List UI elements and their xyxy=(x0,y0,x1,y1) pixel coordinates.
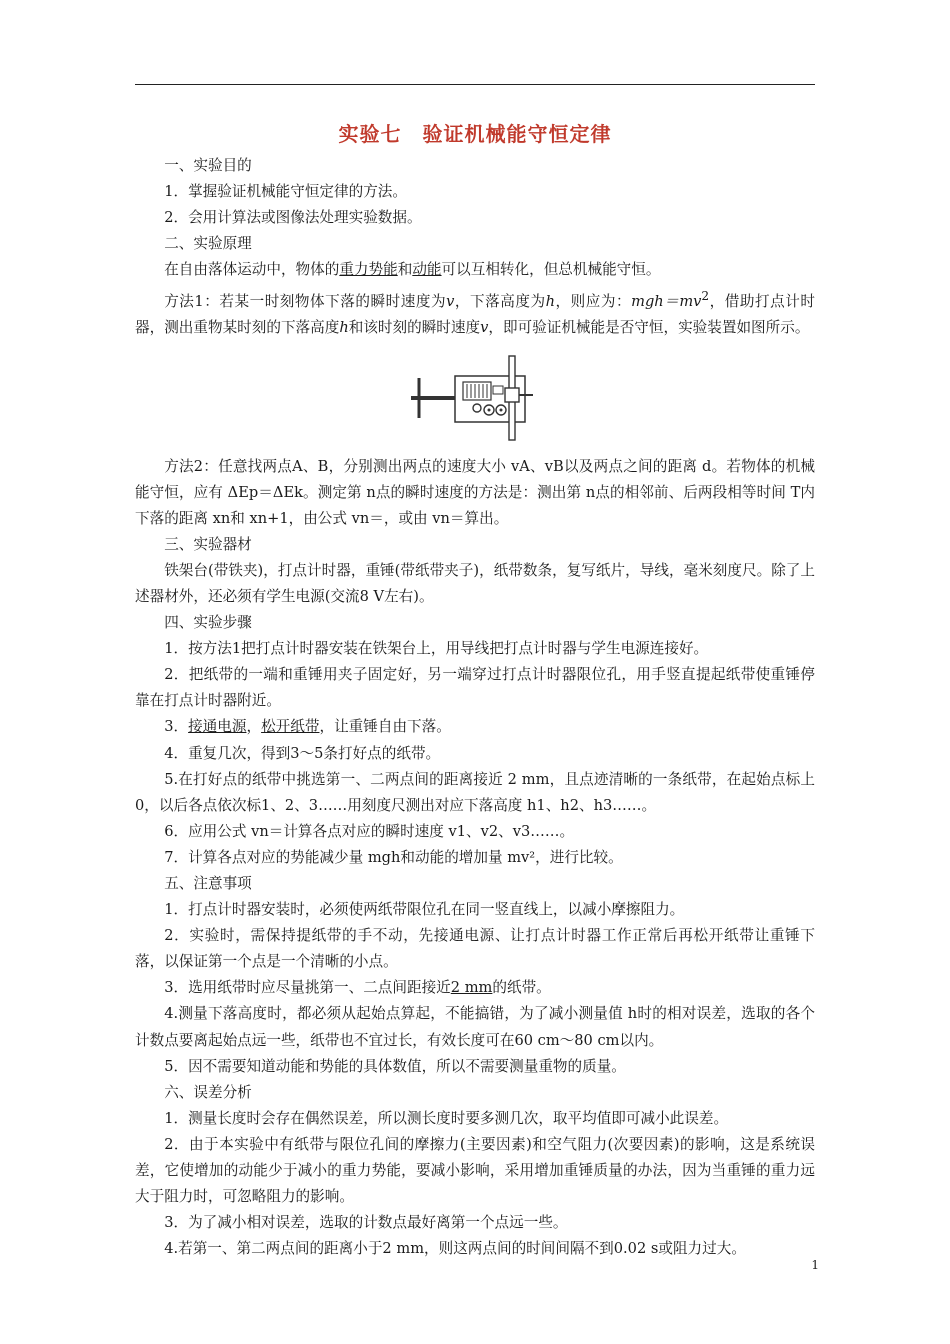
variable: v xyxy=(446,293,455,311)
apparatus-figure xyxy=(135,342,815,454)
section-heading-precautions: 五、注意事项 xyxy=(164,875,252,893)
text-run: 3．选用纸带时应尽量挑第一、二点间距接近 xyxy=(164,979,451,997)
text-run: ，即可验证机械能是否守恒，实验装置如图所示。 xyxy=(488,319,810,337)
header-rule xyxy=(135,84,815,85)
document-body xyxy=(135,118,815,1262)
underlined-term: 松开纸带 xyxy=(261,718,320,736)
purpose-item-1: 1．掌握验证机械能守恒定律的方法。 xyxy=(164,183,407,201)
error-item-4: 4.若第一、第二两点间的距离小于2 mm，则这两点间的时间间隔不到0.02 s或阻力过大。 xyxy=(164,1240,746,1258)
variable: h xyxy=(339,319,349,337)
text-run: 和该时刻的瞬时速度 xyxy=(348,319,481,337)
underlined-term: 接通电源 xyxy=(188,718,247,736)
page-title: 实验七 验证机械能守恒定律 xyxy=(338,122,612,146)
principle-paragraph xyxy=(135,257,815,283)
text-run: ，则应为： xyxy=(555,293,632,311)
text-run: 3． xyxy=(164,718,189,736)
section-heading-steps: 四、实验步骤 xyxy=(164,614,252,632)
variable: v xyxy=(480,319,489,337)
text-run: 方法1：若某一时刻物体下落的瞬时速度为 xyxy=(164,293,447,311)
method-1-paragraph xyxy=(135,283,815,341)
text-run: ，借助打点计时器，测出重物某时刻的下落高度 xyxy=(135,293,815,337)
text-run: ，下落高度为 xyxy=(454,293,546,311)
equipment-paragraph: 铁架台(带铁夹)，打点计时器，重锤(带纸带夹子)，纸带数条，复写纸片，导线，毫米刻度尺。除了上述器材外，还必须有学生电源(交流8 V左右)。 xyxy=(135,561,815,605)
step-7: 7．计算各点对应的势能减少量 mgh和动能的增加量 mv²，进行比较。 xyxy=(164,848,623,866)
step-1: 1．按方法1把打点计时器安装在铁架台上，用导线把打点计时器与学生电源连接好。 xyxy=(164,640,709,658)
text-run: 可以互相转化，但总机械能守恒。 xyxy=(441,261,661,279)
variable: h xyxy=(545,293,555,311)
section-heading-purpose: 一、实验目的 xyxy=(164,157,252,174)
underlined-term: 重力势能 xyxy=(339,261,398,279)
text-run: 在自由落体运动中，物体的 xyxy=(164,261,340,279)
precaution-1: 1．打点计时器安装时，必须使两纸带限位孔在同一竖直线上，以减小摩擦阻力。 xyxy=(164,901,685,919)
underlined-term: 动能 xyxy=(412,261,442,279)
step-5: 5.在打好点的纸带中挑选第一、二两点间的距离接近 2 mm，且点迹清晰的一条纸带，在起始点标上0，以后各点依次标1、2、3……用刻度尺测出对应下落高度 h1、h2、h3……。 xyxy=(135,770,815,814)
timer-apparatus-illustration xyxy=(405,350,545,446)
error-item-3: 3．为了减小相对误差，选取的计数点最好离第一个点远一些。 xyxy=(164,1214,568,1232)
precaution-2: 2．实验时，需保持提纸带的手不动，先接通电源、让打点计时器工作正常后再松开纸带让重锤下落，以保证第一个点是一个清晰的小点。 xyxy=(135,927,815,971)
step-3 xyxy=(135,714,815,740)
section-heading-equipment: 三、实验器材 xyxy=(164,535,252,553)
formula: mgh＝mv xyxy=(631,293,702,311)
method-2-paragraph: 方法2：任意找两点A、B，分别测出两点的速度大小 vA、vB以及两点之间的距离 d。若物体的机械能守恒，应有 ΔEp＝ΔEk。测定第 n点的瞬时速度的方法是：测出第 n点的相邻前、后两段相等时间 T内下落的距离 xn和 xn+1，由公式 vn＝，或由 vn＝算出。 xyxy=(135,457,815,527)
step-6: 6．应用公式 vn＝计算各点对应的瞬时速度 v1、v2、v3……。 xyxy=(164,822,575,840)
error-item-1: 1．测量长度时会存在偶然误差，所以测长度时要多测几次，取平均值即可减小此误差。 xyxy=(164,1109,729,1127)
precaution-4: 4.测量下落高度时，都必须从起始点算起，不能搞错，为了减小测量值 h时的相对误差，选取的各个计数点要离起始点远一些，纸带也不宜过长，有效长度可在60 cm～80 cm以内。 xyxy=(135,1005,815,1049)
error-item-2: 2．由于本实验中有纸带与限位孔间的摩擦力(主要因素)和空气阻力(次要因素)的影响，这是系统误差，它使增加的动能少于减小的重力势能，要减小影响，采用增加重锤质量的办法，因为当重锤的重力远大于阻力时，可忽略阻力的影响。 xyxy=(135,1135,815,1206)
step-4: 4．重复几次，得到3～5条打好点的纸带。 xyxy=(164,744,441,762)
precaution-3 xyxy=(135,975,815,1001)
text-run: ， xyxy=(246,718,262,736)
superscript: 2 xyxy=(701,289,710,304)
step-2: 2．把纸带的一端和重锤用夹子固定好，另一端穿过打点计时器限位孔，用手竖直提起纸带使重锤停靠在打点计时器附近。 xyxy=(135,666,815,710)
section-heading-error-analysis: 六、误差分析 xyxy=(164,1083,252,1101)
precaution-5: 5．因不需要知道动能和势能的具体数值，所以不需要测量重物的质量。 xyxy=(164,1057,626,1075)
purpose-item-2: 2．会用计算法或图像法处理实验数据。 xyxy=(164,209,422,227)
text-run: 和 xyxy=(397,261,413,279)
page-number: 1 xyxy=(811,1258,819,1272)
text-run: ，让重锤自由下落。 xyxy=(319,718,451,736)
section-heading-principle: 二、实验原理 xyxy=(164,235,252,253)
underlined-term: 2 mm xyxy=(450,979,493,997)
text-run: 的纸带。 xyxy=(492,979,551,997)
